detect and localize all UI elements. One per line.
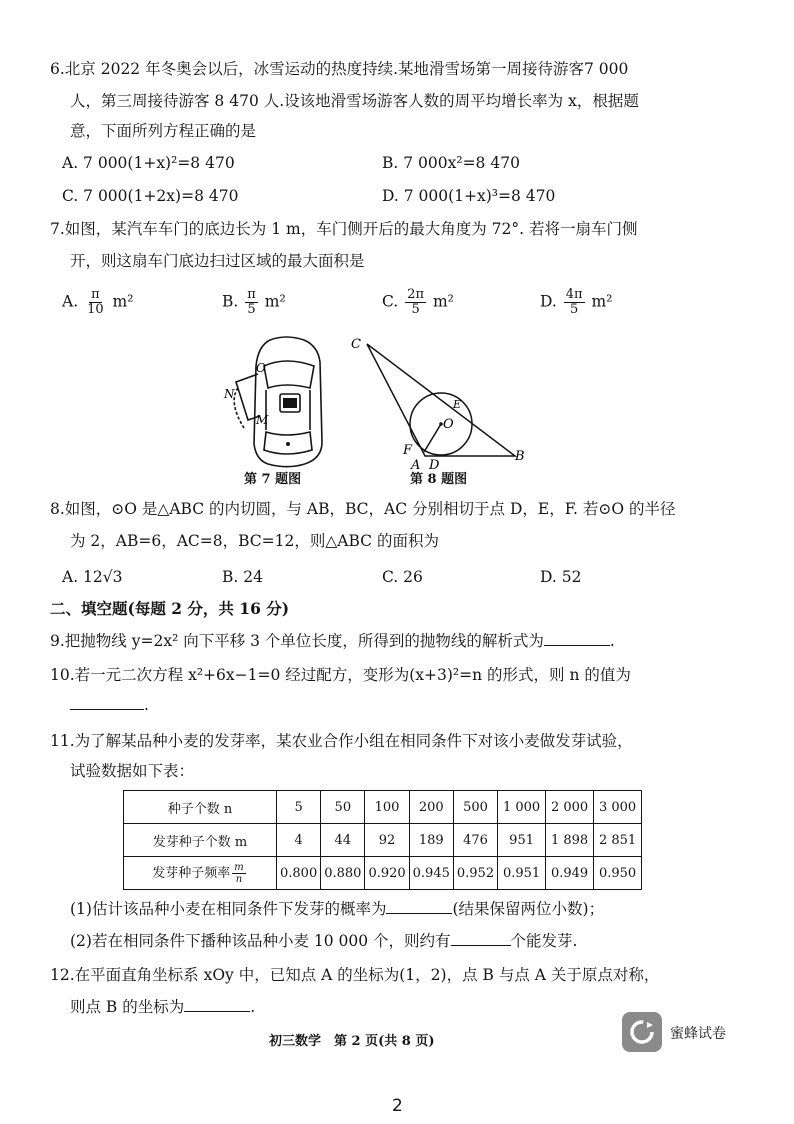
table-cell: 0.950 [594, 857, 642, 890]
table-cell: 0.949 [546, 857, 594, 890]
table-cell: 3 000 [594, 791, 642, 824]
table-cell: 5 [277, 791, 321, 824]
q6-option-c: C. 7 000(1+2x)=8 470 [62, 187, 239, 205]
q6-line-2: 人，第三周接待游客 8 470 人.设该地滑雪场游客人数的周平均增长率为 x，根据题 [70, 92, 639, 110]
q8-line-2: 为 2，AB=6，AC=8，BC=12，则△ABC 的面积为 [70, 532, 439, 550]
q7-line-2: 开，则这扇车门底边扫过区域的最大面积是 [70, 252, 365, 270]
table-cell: 0.920 [365, 857, 409, 890]
tri-label-c: C [351, 337, 361, 352]
q11-sub-1: (1)估计该品种小麦在相同条件下发芽的概率为 (结果保留两位小数)； [70, 900, 605, 918]
figure-8-caption: 第 8 题图 [410, 472, 468, 487]
q6-option-a: A. 7 000(1+x)²=8 470 [62, 154, 235, 172]
q7-option-d-fraction: $\frac{4\pi}{5}$ [565, 287, 583, 317]
q10-line-2: . [70, 694, 149, 716]
table-cell: 4 [277, 824, 321, 857]
table-row [124, 824, 642, 857]
table-row-head: 发芽种子频率 $\frac{m}{n}$ [124, 857, 277, 890]
car-figure [222, 332, 332, 470]
table-cell: 100 [365, 791, 409, 824]
q7-option-c-fraction: $\frac{2\pi}{5}$ [407, 287, 424, 317]
q12-line-2: 则点 B 的坐标为 . [70, 998, 256, 1016]
q8-option-b: B. 24 [222, 568, 263, 586]
q11-line-1: 11.为了解某品种小麦的发芽率，某农业合作小组在相同条件下对该小麦做发芽试验， [50, 732, 633, 750]
car-label-o: O [256, 361, 266, 375]
radius-line [424, 424, 441, 452]
table-row [124, 791, 642, 824]
q12-answer-blank[interactable] [184, 996, 250, 1012]
car-rear-dot [286, 442, 290, 446]
q11-sub-2: (2)若在相同条件下播种该品种小麦 10 000 个，则约有 个能发芽. [70, 932, 578, 950]
table-cell: 189 [409, 824, 453, 857]
q8-option-c: C. 26 [382, 568, 423, 586]
table-row [124, 857, 642, 890]
table-cell: 0.951 [498, 857, 546, 890]
q11-sub2-answer-blank[interactable] [451, 930, 511, 946]
car-label-n: N [224, 387, 235, 401]
triangle-abc [367, 344, 515, 456]
q7-option-c: C. $\frac{2\pi}{5}$ m² [382, 287, 454, 317]
table-cell: 50 [321, 791, 365, 824]
table-cell: 200 [409, 791, 453, 824]
table-cell: 2 851 [594, 824, 642, 857]
table-cell: 92 [365, 824, 409, 857]
q7-option-b-fraction: $\frac{\pi}{5}$ [247, 287, 256, 317]
table-row-head: 种子个数 n [124, 791, 277, 824]
q9-line: 9.把抛物线 y=2x² 向下平移 3 个单位长度，所得到的抛物线的解析式为 . [50, 632, 615, 650]
figure-7-caption: 第 7 题图 [244, 472, 302, 487]
tri-label-o: O [443, 417, 454, 432]
q6-line-3: 意，下面所列方程正确的是 [70, 122, 257, 140]
q7-line-1: 7.如图，某汽车车门的底边长为 1 m，车门侧开后的最大角度为 72°. 若将一扇车门侧 [50, 220, 638, 238]
tri-label-a: A [411, 458, 421, 472]
q7-option-a: A. $\frac{\pi}{10}$ m² [62, 287, 134, 317]
page-footer: 初三数学 第 2 页(共 8 页) [269, 1034, 435, 1049]
q9-answer-blank[interactable] [544, 630, 610, 646]
q8-line-1: 8.如图，⊙O 是△ABC 的内切圆，与 AB，BC，AC 分别相切于点 D，E，F. 若⊙O 的半径 [50, 500, 676, 518]
brand-logo-icon [622, 1012, 662, 1052]
q6-option-d: D. 7 000(1+x)³=8 470 [382, 187, 556, 205]
car-label-m: M [256, 413, 269, 427]
table-cell: 0.800 [277, 857, 321, 890]
tri-label-f: F [403, 443, 413, 458]
table-cell: 2 000 [546, 791, 594, 824]
table-cell: 1 898 [546, 824, 594, 857]
table-cell: 1 000 [498, 791, 546, 824]
q10-line-1: 10.若一元二次方程 x²+6x−1=0 经过配方，变形为(x+3)²=n 的形式，则 n 的值为 [50, 666, 631, 684]
table-cell: 476 [453, 824, 497, 857]
tri-label-e: E [453, 398, 462, 411]
q8-option-a: A. 12√3 [62, 568, 123, 586]
incircle-figure [345, 332, 535, 472]
q8-option-d: D. 52 [540, 568, 582, 586]
germination-table [123, 790, 642, 890]
table-cell: 44 [321, 824, 365, 857]
tri-label-d: D [429, 458, 440, 472]
table-cell: 0.945 [409, 857, 453, 890]
q6-line-1: 6.北京 2022 年冬奥会以后，冰雪运动的热度持续.某地滑雪场第一周接待游客7 000 [50, 60, 629, 78]
q6-option-b: B. 7 000x²=8 470 [382, 154, 520, 172]
q7-option-a-fraction: $\frac{\pi}{10}$ [87, 287, 104, 317]
brand-logo-text: 蜜蜂试卷 [670, 1026, 726, 1042]
table-cell: 0.952 [453, 857, 497, 890]
section-2-heading: 二、填空题(每题 2 分，共 16 分) [50, 599, 290, 618]
frequency-fraction: $\frac{m}{n}$ [234, 861, 244, 885]
q7-option-b: B. $\frac{\pi}{5}$ m² [222, 287, 286, 317]
q11-sub1-answer-blank[interactable] [386, 898, 452, 914]
table-cell: 0.880 [321, 857, 365, 890]
car-windshield [264, 361, 314, 388]
car-roof-label-box [283, 398, 297, 408]
q11-line-2: 试验数据如下表： [70, 762, 195, 780]
table-row-head: 发芽种子个数 m [124, 824, 277, 857]
refresh-icon [622, 1012, 662, 1052]
page-number: 2 [392, 1096, 403, 1116]
tri-label-b: B [515, 449, 525, 464]
q10-answer-blank[interactable] [70, 694, 144, 710]
q7-option-d: D. $\frac{4\pi}{5}$ m² [540, 287, 613, 317]
table-cell: 951 [498, 824, 546, 857]
table-cell: 500 [453, 791, 497, 824]
q12-line-1: 12.在平面直角坐标系 xOy 中，已知点 A 的坐标为(1，2)，点 B 与点 A 关于原点对称， [50, 966, 660, 984]
